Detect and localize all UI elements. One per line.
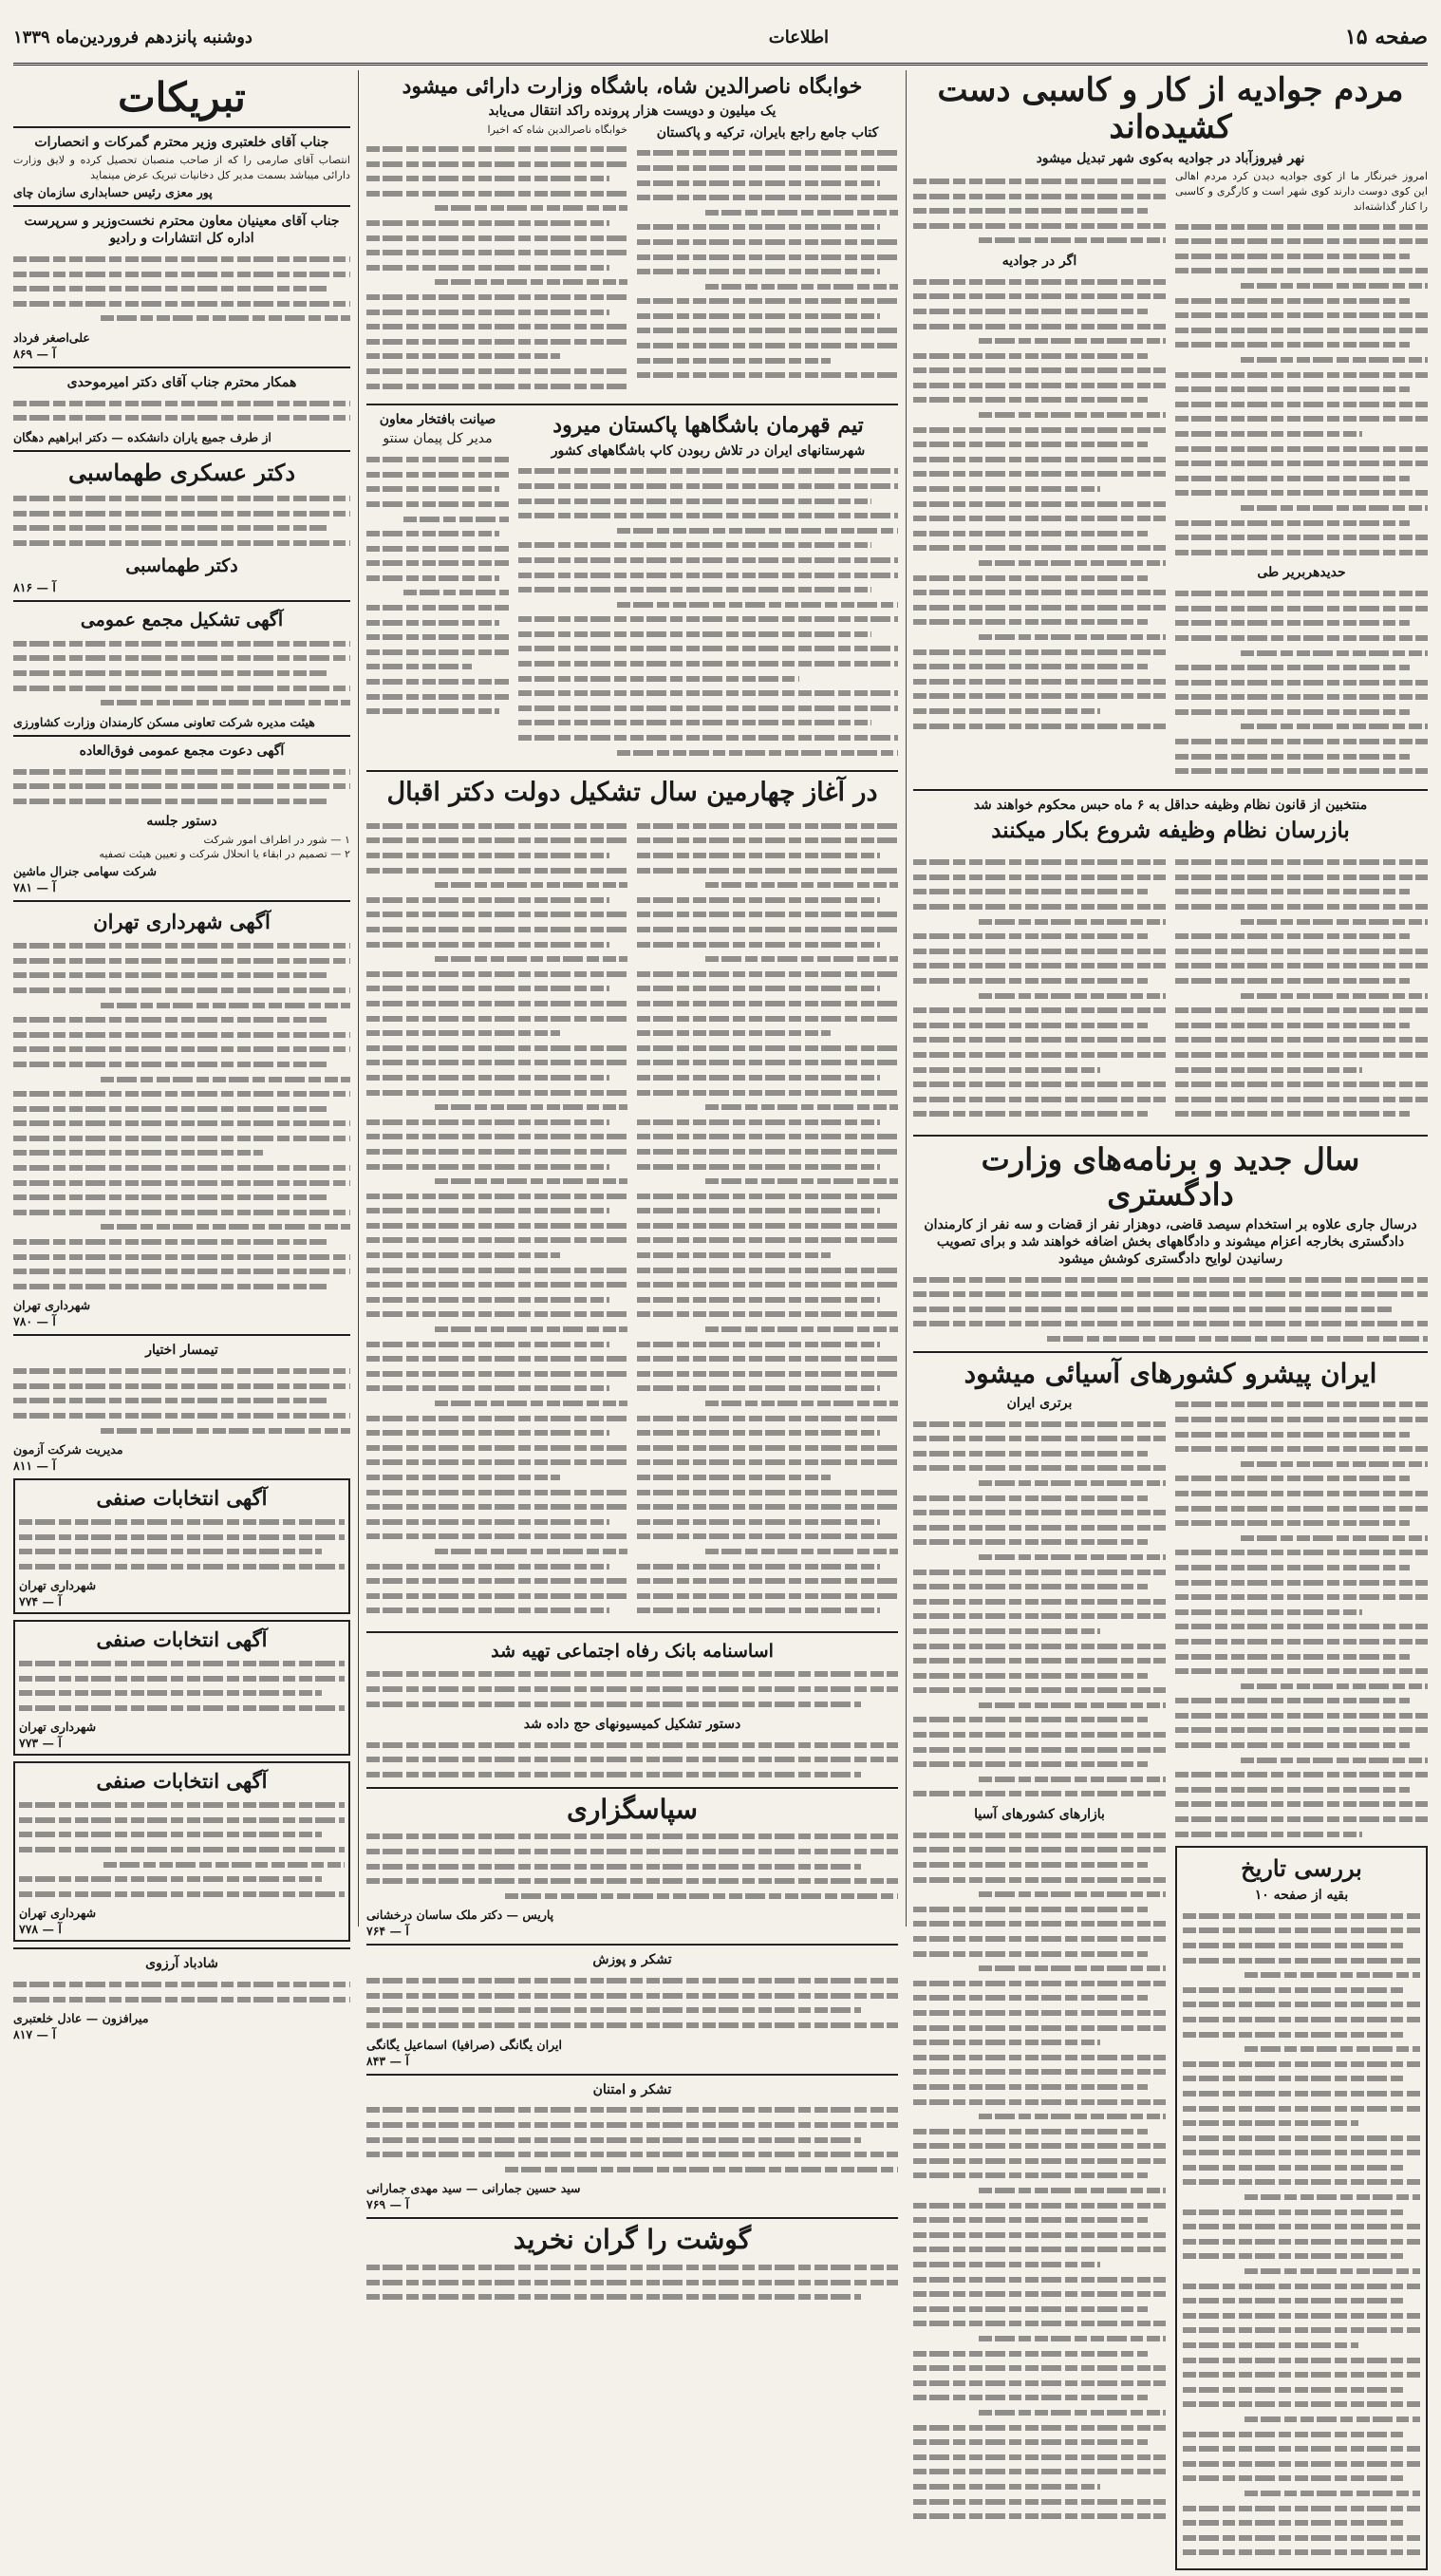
- congrats-heading: همکار محترم جناب آقای دکتر امیرموحدی: [66, 374, 297, 390]
- lead-section-title: حدیدهربریر طی: [1257, 565, 1346, 581]
- asia-section-title: بازارهای کشورهای آسیا: [974, 1807, 1105, 1823]
- thanks-signature: پاریس — دکتر ملک ساسان درخشانی: [366, 1908, 554, 1923]
- ad-title: آگهی انتخابات صنفی: [96, 1769, 268, 1794]
- thanks-headline: سپاسگزاری: [566, 1793, 699, 1825]
- ad-title: آگهی دعوت مجمع عمومی فوق‌العاده: [79, 743, 285, 759]
- wedding-title: شادباد آرزوی: [145, 1956, 218, 1972]
- ad-ref: آ — ۷۷۴: [19, 1594, 62, 1609]
- official-subhead: مدیر کل پیمان سنتو: [383, 431, 493, 447]
- ad-signature: هیئت مدیره شرکت تعاونی مسکن کارمندان وزارت کشاورزی: [13, 714, 315, 729]
- column-rule: [906, 70, 907, 1927]
- official-headline: صیانت بافتخار معاون: [379, 412, 496, 428]
- ad-title: آگهی انتخابات صنفی: [96, 1486, 268, 1511]
- gratitude-ref: آ — ۸۴۳: [366, 2053, 409, 2068]
- meat-headline: گوشت را گران نخرید: [513, 2224, 752, 2256]
- ad-signature: شرکت سهامی جنرال ماشین: [13, 864, 158, 879]
- book-headline: کتاب جامع راجع بایران، ترکیه و پاکستان: [656, 124, 879, 141]
- iqbal-headline: در آغاز چهارمین سال تشکیل دولت دکتر اقبال: [386, 778, 878, 808]
- ad-ref: آ — ۷۷۸: [19, 1922, 62, 1937]
- doctor-heading: دکتر عسکری طهماسبی: [67, 458, 296, 486]
- welfare-headline: اساسنامه بانک رفاه اجتماعی تهیه شد: [491, 1640, 774, 1662]
- asia-section-title: برتری ایران: [1006, 1395, 1073, 1411]
- ad-signature: شهرداری تهران: [19, 1578, 97, 1593]
- ad-signature: مدیریت شرکت آزمون: [13, 1442, 123, 1457]
- paper-name: اطلاعات: [768, 27, 830, 47]
- congrats-signature: علی‌اصغر فرداد: [13, 329, 90, 345]
- ad-signature: شهرداری تهران: [13, 1298, 91, 1313]
- middle-column: [366, 70, 898, 2256]
- ad-title: تیمسار اختیار: [145, 1343, 218, 1359]
- appreciation-title: تشکر و امتنان: [592, 2081, 672, 2097]
- column-rule: [358, 70, 359, 1927]
- newspaper-page: [13, 11, 1428, 2256]
- ad-ref: آ — ۸۱۱: [13, 1458, 56, 1474]
- doctor-ref: آ — ۸۱۶: [13, 580, 56, 595]
- left-column: [13, 70, 350, 2042]
- appreciation-signature: سید حسین جمارانی — سید مهدی جمارانی: [366, 2181, 581, 2196]
- ad-agenda-item: ۲ — تصمیم در ابقاء یا انحلال شرکت و تعیین هیئت تصفیه: [99, 848, 350, 861]
- ad-signature: شهرداری تهران: [19, 1906, 97, 1921]
- congrats-ref: آ — ۸۶۹: [13, 346, 56, 361]
- lead-headline: مردم جوادیه از کار و کاسبی دست کشیده‌اند: [937, 71, 1404, 147]
- congrats-signature: از طرف جمیع یاران دانشکده — دکتر ابراهیم دهگان: [13, 429, 271, 444]
- congratulations-title: تبریکات: [118, 74, 246, 121]
- ad-signature: شهرداری تهران: [19, 1720, 97, 1735]
- ad-agenda-title: دستور جلسه: [146, 814, 217, 830]
- issue-date: دوشنبه پانزدهم فروردین‌ماه ۱۳۳۹: [13, 27, 253, 47]
- ad-title: آگهی انتخابات صنفی: [96, 1627, 268, 1652]
- election-ad: [13, 1620, 350, 1756]
- gratitude-signature: ایران یگانگی (صرافیا) اسماعیل یگانگی: [366, 2037, 562, 2052]
- history-box: [1175, 1846, 1428, 2570]
- lead-intro: امروز خبرنگار ما از کوی جوادیه دیدن کرد مردم اهالی این کوی دوست‌ دارند کوی شهر است و کارگری و کاسبی را کنار گذاشته‌اند: [1175, 170, 1428, 214]
- masthead: [13, 11, 1428, 66]
- ad-ref: آ — ۷۸۱: [13, 880, 56, 895]
- ad-ref: آ — ۷۷۳: [19, 1736, 62, 1751]
- football-headline: تیم قهرمان باشگاهها پاکستان میرود: [552, 413, 864, 439]
- employment-headline: منتخبین از قانون نظام وظیفه حداقل به ۶ ماه حبس محکوم خواهند شد: [973, 797, 1368, 813]
- wedding-signature: میرافزون — عادل خلعتبری: [13, 2011, 149, 2026]
- history-headline: بررسی تاریخ: [1241, 1854, 1362, 1883]
- ad-ref: آ — ۷۸۰: [13, 1314, 56, 1329]
- football-subhead: شهرستانهای ایران در تلاش ربودن کاپ باشگاههای کشور: [551, 442, 866, 459]
- asia-headline: ایران پیشرو کشورهای آسیائی میشود: [964, 1357, 1377, 1389]
- gratitude-title: تشکر و پوزش: [592, 1952, 672, 1968]
- congrats-text: انتصاب آقای صارمی را که از صاحب منصبان تحصیل کرده و لایق وزارت دارائی میباشد بسمت مدیر کل دخانیات تبریک عرض مینماید: [13, 154, 350, 182]
- appreciation-ref: آ — ۷۶۹: [366, 2197, 409, 2212]
- palace-headline: خوابگاه ناصرالدین شاه، باشگاه وزارت دارائی میشود: [402, 74, 863, 99]
- welfare-subhead: دستور تشکیل کمیسیونهای حج داده شد: [523, 1717, 741, 1733]
- right-column: [913, 70, 1428, 1927]
- ad-agenda-item: ۱ — شور در اطراف امور شرکت: [203, 833, 350, 846]
- employment-subhead: بازرسان نظام وظیفه شروع بکار میکنند: [991, 818, 1350, 844]
- election-ad: [13, 1478, 350, 1614]
- justice-subhead: درسال جاری علاوه بر استخدام سیصد قاضی، دوهزار نفر از قضات و سه نفر از کارمندان دادگستری بخارجه اعزام میشوند و دادگاههای بخش اضافه خواهند شد و برای تصویب رسانیدن لوایح دادگستری کوشش میشود: [924, 1216, 1417, 1267]
- palace-caption: خوابگاه ناصرالدین شاه که اخیرا: [487, 122, 627, 136]
- wedding-ref: آ — ۸۱۷: [13, 2027, 56, 2042]
- doctor-signature: دکتر طهماسبی: [125, 555, 238, 576]
- congrats-signature: پور معزی رئیس حسابداری سازمان چای: [13, 185, 213, 199]
- thanks-ref: آ — ۷۶۴: [366, 1924, 409, 1939]
- lead-section-title: اگر در جوادیه: [1001, 253, 1077, 269]
- congrats-heading: جناب آقای خلعتبری وزیر محترم گمرکات و انحصارات: [34, 135, 329, 150]
- justice-headline: سال جدید و برنامه‌های وزارت دادگستری: [981, 1140, 1360, 1213]
- ad-title: آگهی شهرداری تهران: [93, 910, 271, 934]
- election-ad: [13, 1761, 350, 1942]
- lead-subhead: نهر فیروزآباد در جوادیه به‌کوی شهر تبدیل میشود: [1036, 151, 1305, 167]
- congrats-heading: جناب آقای معینیان معاون محترم نخست‌وزیر و سرپرست اداره کل انتشارات و رادیو: [24, 214, 340, 247]
- ad-title: آگهی تشکیل مجمع عمومی: [80, 610, 284, 631]
- history-subhead: بقیه از صفحه ۱۰: [1254, 1888, 1349, 1904]
- palace-subhead: یک میلیون و دویست هزار پرونده راکد انتقال می‌یابد: [488, 103, 777, 120]
- page-number: صفحه ۱۵: [1344, 25, 1428, 49]
